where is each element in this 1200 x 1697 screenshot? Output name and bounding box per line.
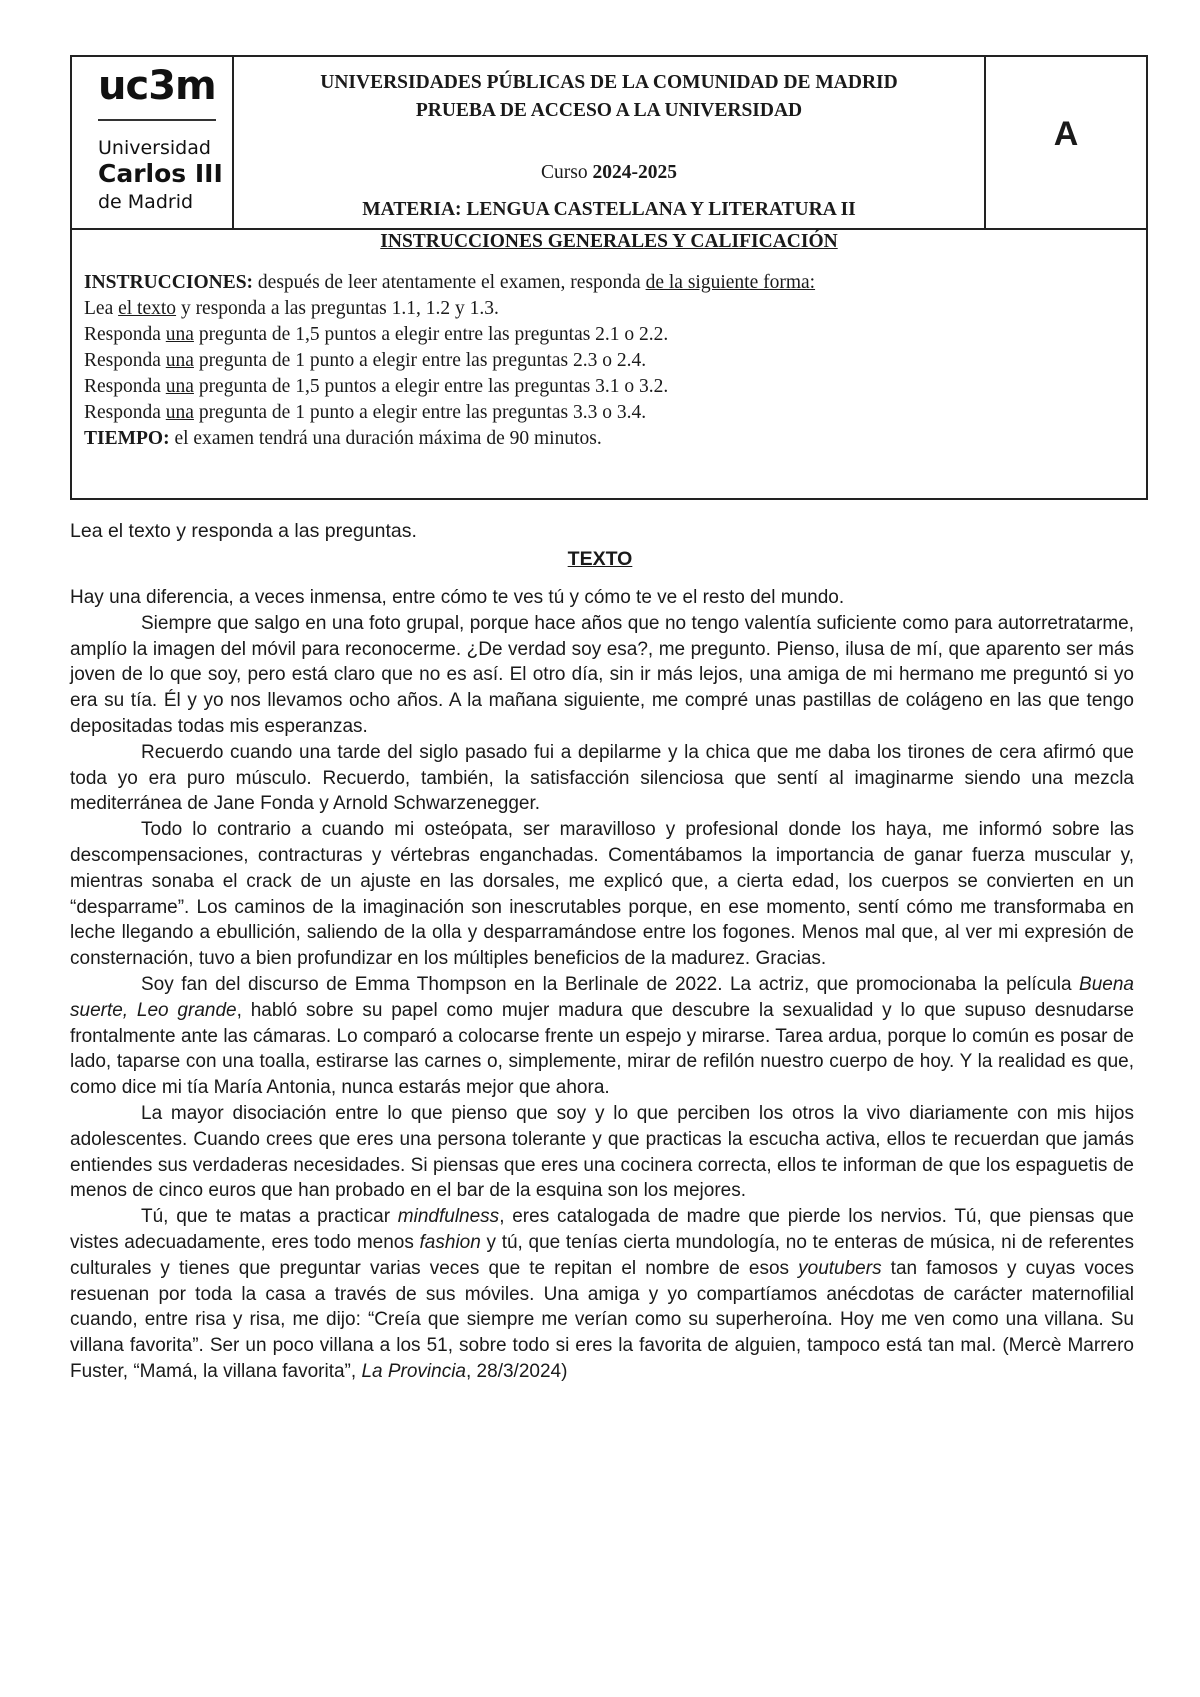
logo-line-1: Universidad bbox=[98, 137, 211, 159]
instruction-item-pre: Responda bbox=[84, 376, 166, 397]
instructions-intro-underlined: de la siguiente forma: bbox=[645, 272, 816, 293]
header-title-cell bbox=[234, 57, 986, 228]
logo-mark: uc3m bbox=[98, 63, 216, 109]
time-text: el examen tendrá una duración máxima de 90 minutos. bbox=[169, 428, 602, 449]
instruction-read-text bbox=[84, 298, 499, 320]
italic-term: mindfulness bbox=[397, 1206, 500, 1228]
text-paragraph bbox=[70, 972, 1134, 1101]
instruction-item-u: una bbox=[165, 402, 194, 423]
exam-version-cell bbox=[986, 57, 1146, 228]
text-paragraph: Siempre que salgo en una foto grupal, porque hace años que no tengo valentía suficiente como para autorretratarme, amplío la imagen del móvil para reconocerme. ¿De verdad soy esa?, me pregunto. Pienso, ilusa de mí, que aparento ser más joven de lo que soy, pero está claro que no es así. El otro día, sin ir más lejos, una amiga de mi hermano me preguntó si yo era su tía. Él y yo nos llevamos ocho años. A la mañana siguiente, me compré unas pastillas de colágeno en las que tengo depositadas todas mis esperanzas. bbox=[70, 612, 1134, 737]
instructions-title: INSTRUCCIONES GENERALES Y CALIFICACIÓN bbox=[380, 231, 838, 252]
film-title: Buena suerte, Leo grande bbox=[70, 973, 1134, 1021]
text-run: y tú, que tenías cierta mundología, no te enteras de música, ni de referentes culturales y tienes que preguntar varias veces que te repitan el nombre de esos bbox=[70, 1231, 1134, 1279]
instruction-item-post: pregunta de 1 punto a elegir entre las preguntas 3.3 o 3.4. bbox=[193, 402, 647, 423]
text-paragraph: La mayor disociación entre lo que pienso que soy y lo que perciben los otros la vivo diariamente con mis hijos adolescentes. Cuando crees que eres una persona tolerante y que practicas la escucha activa, ellos te recuerdan que jamás entiendes sus verdaderas necesidades. Si piensas que eres una cocinera correcta, ellos te informan de que los espaguetis de menos de cinco euros que han probado en el bar de la esquina son los mejores. bbox=[70, 1102, 1134, 1202]
header-top-row bbox=[72, 57, 1146, 230]
text-paragraph: Recuerdo cuando una tarde del siglo pasado fui a depilarme y la chica que me daba los tirones de cera afirmó que toda yo era puro músculo. Recuerdo, también, la satisfacción silenciosa que sentí al imaginarme siendo una mezcla mediterránea de Jane Fonda y Arnold Schwarzenegger. bbox=[70, 741, 1134, 815]
text-run: Soy fan del discurso de Emma Thompson en la Berlinale de 2022. La actriz, que promocionaba la película bbox=[141, 973, 1080, 995]
instruction-item-post: pregunta de 1,5 puntos a elegir entre las preguntas 3.1 o 3.2. bbox=[193, 376, 669, 397]
instructions-intro bbox=[84, 272, 815, 294]
text-run: , eres catalogada de madre que pierde los nervios. Tú, que piensas que vistes adecuadamente, eres todo menos bbox=[70, 1206, 1134, 1253]
header-line-2: PRUEBA DE ACCESO A LA UNIVERSIDAD bbox=[415, 100, 803, 121]
logo-line-3: de Madrid bbox=[98, 191, 194, 213]
course-year: 2024-2025 bbox=[592, 162, 677, 183]
instruction-read-pre: Lea bbox=[84, 298, 119, 319]
university-logo bbox=[72, 57, 234, 228]
text-paragraph: Todo lo contrario a cuando mi osteópata, ser maravilloso y profesional donde los haya, me informó sobre las descompensaciones, contracturas y vértebras enganchadas. Comentábamos la importancia de ganar fuerza muscular y, mientras sonaba el crack de un ajuste en las dorsales, me explicó que, a cierta edad, los cuerpos se convierten en un “desparrame”. Los caminos de la imaginación son inescrutables porque, en ese momento, sentí cómo me transformaba en leche llegando a ebullición, saliendo de la olla y desparramándose entre los fogones. Menos mal que, al ver mi expresión de consternación, tuvo a bien profundizar en los múltiples beneficios de la madurez. Gracias. bbox=[70, 819, 1134, 970]
text-run: tan famosos y cuyas voces resuenan por toda la casa a través de sus móviles. Una amiga y yo compartíamos anécdotas de carácter maternofilial cuando, entre risa y risa, me dijo: “Creía que siempre me verían como su superheroína. Hoy me ven como una villana. Su villana favorita”. Ser un poco villana a los 51, sobre todo si eres la favorita de alguien, tampoco está tan mal. (Mercè Marrero Fuster, “Mamá, la villana favorita”, bbox=[70, 1257, 1134, 1382]
text-title: TEXTO bbox=[567, 548, 633, 570]
course-line bbox=[234, 162, 984, 184]
time-label: TIEMPO: bbox=[84, 428, 170, 449]
text-paragraph bbox=[70, 1204, 1134, 1385]
instructions-intro-text: después de leer atentamente el examen, responda bbox=[253, 272, 646, 293]
course-label: Curso bbox=[541, 162, 588, 183]
instruction-item-pre: Responda bbox=[84, 350, 166, 371]
italic-term: fashion bbox=[419, 1231, 481, 1253]
logo-divider bbox=[98, 119, 216, 121]
instruction-item bbox=[84, 376, 668, 398]
instruction-time bbox=[84, 428, 602, 450]
instruction-item bbox=[84, 324, 668, 346]
logo-line-2: Carlos III bbox=[98, 159, 223, 188]
text-run: , habló sobre su papel como mujer madura que descubre la sexualidad y lo que supuso desnudarse frontalmente ante las cámaras. Lo comparó a colocarse frente un espejo y mirarse. Tarea ardua, porque lo común es posar de lado, taparse con una toalla, estirarse las carnes o, simplemente, mirar de refilón nuestro cuerpo de hoy. Y la realidad es que, como dice mi tía María Antonia, nunca estarás mejor que ahora. bbox=[70, 999, 1134, 1099]
text-paragraph: Hay una diferencia, a veces inmensa, entre cómo te ves tú y cómo te ve el resto del mundo. bbox=[70, 587, 845, 608]
instruction-item-u: una bbox=[165, 350, 194, 371]
instruction-item-post: pregunta de 1,5 puntos a elegir entre las preguntas 2.1 o 2.2. bbox=[193, 324, 669, 345]
instruction-read-u: el texto bbox=[118, 298, 177, 319]
instruction-item-u: una bbox=[165, 324, 194, 345]
instruction-read-post: y responda a las preguntas 1.1, 1.2 y 1.3. bbox=[176, 298, 499, 319]
instruction-item bbox=[84, 350, 646, 372]
source-title: La Provincia bbox=[361, 1360, 466, 1382]
text-run: Tú, que te matas a practicar bbox=[141, 1206, 398, 1228]
instruction-item bbox=[84, 402, 646, 424]
header-line-1: UNIVERSIDADES PÚBLICAS DE LA COMUNIDAD DE MADRID bbox=[320, 72, 898, 93]
instructions-label: INSTRUCCIONES: bbox=[84, 272, 254, 293]
instruction-item-post: pregunta de 1 punto a elegir entre las preguntas 2.3 o 2.4. bbox=[193, 350, 647, 371]
exam-version: A bbox=[1053, 115, 1079, 153]
reading-text bbox=[70, 585, 1134, 1385]
exam-header-box bbox=[70, 55, 1148, 500]
reading-instruction: Lea el texto y responda a las preguntas. bbox=[70, 520, 417, 542]
subject-line: MATERIA: LENGUA CASTELLANA Y LITERATURA II bbox=[362, 199, 856, 220]
instruction-item-u: una bbox=[165, 376, 194, 397]
italic-term: youtubers bbox=[798, 1257, 882, 1279]
instruction-item-pre: Responda bbox=[84, 324, 166, 345]
text-run: , 28/3/2024) bbox=[466, 1360, 568, 1382]
instruction-item-pre: Responda bbox=[84, 402, 166, 423]
